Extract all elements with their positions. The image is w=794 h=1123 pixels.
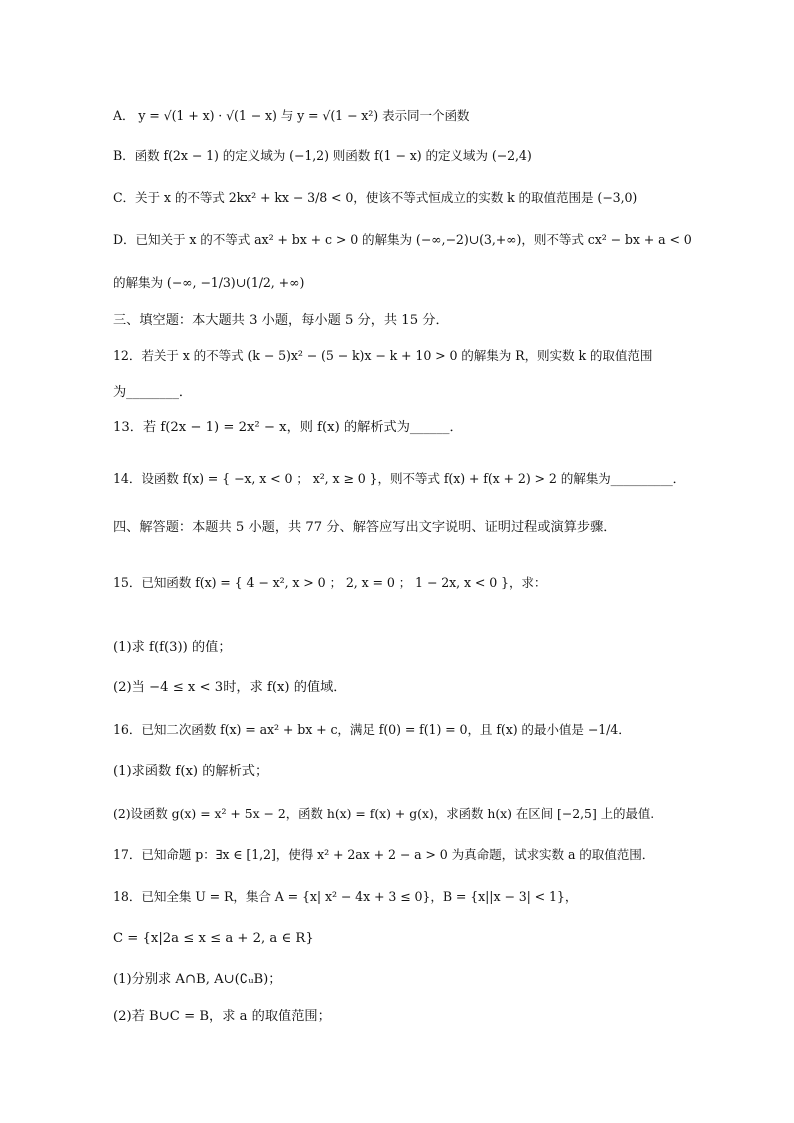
section-3-heading: 三、填空题：本大题共 3 小题，每小题 5 分，共 15 分． — [113, 313, 449, 328]
question-18-line-1: 18．已知全集 U = R，集合 A = {x| x² − 4x + 3 ≤ 0}，B = {x||x − 3| < 1}， — [113, 889, 578, 904]
question-16-part-1: (1)求函数 f(x) 的解析式； — [113, 764, 269, 779]
question-18-line-2: C = {x|2a ≤ x ≤ a + 2, a ∈ R} — [113, 931, 314, 946]
option-d-line-2: 的解集为 (−∞, −1/3)∪(1/2, +∞) — [113, 275, 305, 290]
option-c: C．关于 x 的不等式 2kx² + kx − 3/8 < 0，使该不等式恒成立的实数 k 的取值范围是 (−3,0) — [113, 190, 638, 205]
question-18-part-1: (1)分别求 A∩B, A∪(∁ᵤB)； — [113, 972, 282, 987]
question-12-line-1: 12．若关于 x 的不等式 (k − 5)x² − (5 − k)x − k + 10 > 0 的解集为 R，则实数 k 的取值范围 — [113, 348, 653, 363]
question-16: 16．已知二次函数 f(x) = ax² + bx + c，满足 f(0) = f(1) = 0，且 f(x) 的最小值是 −1/4． — [113, 722, 631, 737]
option-a: A． y = √(1 + x) · √(1 − x) 与 y = √(1 − x²) 表示同一个函数 — [113, 108, 470, 123]
question-15-part-1: (1)求 f(f(3)) 的值； — [113, 640, 232, 655]
question-14: 14．设函数 f(x) = { −x, x < 0 ； x², x ≥ 0 }，则不等式 f(x) + f(x + 2) > 2 的解集为__________． — [113, 471, 686, 486]
option-b: B．函数 f(2x − 1) 的定义域为 (−1,2) 则函数 f(1 − x) 的定义域为 (−2,4) — [113, 148, 532, 163]
question-15-part-2: (2)当 −4 ≤ x < 3时，求 f(x) 的值域． — [113, 680, 347, 695]
section-4-heading: 四、解答题：本题共 5 小题，共 77 分、解答应写出文字说明、证明过程或演算步骤． — [113, 520, 617, 535]
question-13: 13．若 f(2x − 1) = 2x² − x，则 f(x) 的解析式为______． — [113, 420, 463, 435]
question-17: 17．已知命题 p：∃x ∈ [1,2]，使得 x² + 2ax + 2 − a > 0 为真命题，试求实数 a 的取值范围． — [113, 847, 655, 862]
question-15: 15．已知函数 f(x) = { 4 − x², x > 0 ； 2, x = 0 ； 1 − 2x, x < 0 }，求： — [113, 575, 547, 590]
question-16-part-2: (2)设函数 g(x) = x² + 5x − 2，函数 h(x) = f(x) + g(x)，求函数 h(x) 在区间 [−2,5] 上的最值. — [113, 806, 655, 821]
question-12-line-2: 为________． — [113, 385, 193, 400]
option-d-line-1: D．已知关于 x 的不等式 ax² + bx + c > 0 的解集为 (−∞,−2)∪(3,+∞)，则不等式 cx² − bx + a < 0 — [113, 232, 692, 247]
question-18-part-2: (2)若 B∪C = B，求 a 的取值范围； — [113, 1009, 331, 1024]
